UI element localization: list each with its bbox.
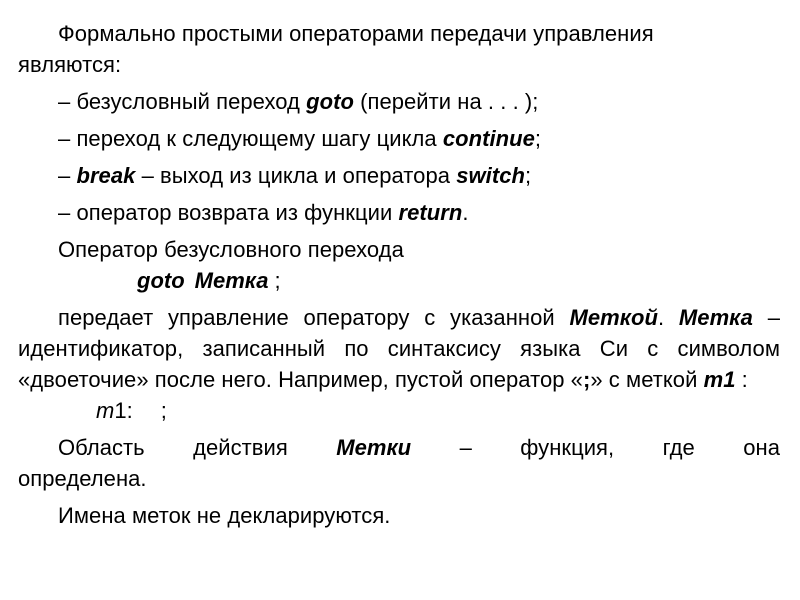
- list-item-goto: [18, 86, 780, 117]
- label-m1: m1: [703, 367, 736, 392]
- example-semicolon: ;: [160, 398, 167, 423]
- paragraph-intro-cont: [18, 49, 780, 80]
- label-metki: Метки: [336, 435, 412, 460]
- paragraph-final: [18, 500, 780, 531]
- example-m: m: [96, 398, 115, 423]
- list-item-break: [18, 160, 780, 191]
- syntax-suffix: ;: [268, 268, 281, 293]
- intro-line-2: являются:: [18, 52, 122, 77]
- goto-intro-text: Оператор безусловного перехода: [58, 237, 404, 262]
- item-middle: – выход из цикла и оператора: [135, 163, 457, 188]
- paragraph-goto-intro: [18, 234, 780, 265]
- explain-text: » с меткой: [590, 367, 704, 392]
- scope-text: – функция, где она: [411, 435, 780, 460]
- keyword-goto: goto: [137, 268, 185, 293]
- document-page: [18, 18, 780, 531]
- item-suffix: ;: [534, 126, 542, 151]
- list-item-return: [18, 197, 780, 228]
- keyword-goto: goto: [306, 89, 354, 114]
- paragraph-scope: [18, 432, 780, 463]
- explain-text: :: [735, 367, 748, 392]
- code-example: [18, 395, 780, 426]
- item-text: –: [58, 163, 77, 188]
- label-metkoy: Меткой: [569, 305, 658, 330]
- scope-text: Область действия: [58, 435, 337, 460]
- label-metka: Метка: [194, 268, 269, 293]
- semicolon-symbol: ;: [582, 367, 591, 392]
- paragraph-intro: [18, 18, 780, 49]
- keyword-return: return: [398, 200, 463, 225]
- paragraph-explain: [18, 302, 780, 395]
- list-item-continue: [18, 123, 780, 154]
- paragraph-scope-cont: [18, 463, 780, 494]
- explain-text: передает управление оператору с указанной: [58, 305, 570, 330]
- intro-line-1: Формально простыми операторами передачи управления: [58, 21, 654, 46]
- item-text: – безусловный переход: [58, 89, 307, 114]
- keyword-continue: continue: [442, 126, 535, 151]
- scope-line-2: определена.: [18, 466, 147, 491]
- item-suffix: .: [462, 200, 469, 225]
- keyword-break: break: [76, 163, 136, 188]
- item-text: – переход к следующему шагу цикла: [58, 126, 443, 151]
- explain-text: .: [657, 305, 679, 330]
- code-goto-syntax: [18, 265, 780, 296]
- item-suffix: (перейти на . . . );: [353, 89, 539, 114]
- item-text: – оператор возврата из функции: [58, 200, 399, 225]
- final-text: Имена меток не декларируются.: [58, 503, 391, 528]
- label-metka: Метка: [678, 305, 753, 330]
- explain-text: – идентификатор, записанный по синтаксису языка Си с символом «двоеточие» после него. Например, пустой оператор «: [18, 305, 780, 392]
- item-suffix: ;: [524, 163, 532, 188]
- keyword-switch: switch: [456, 163, 525, 188]
- example-digit: 1:: [114, 398, 133, 423]
